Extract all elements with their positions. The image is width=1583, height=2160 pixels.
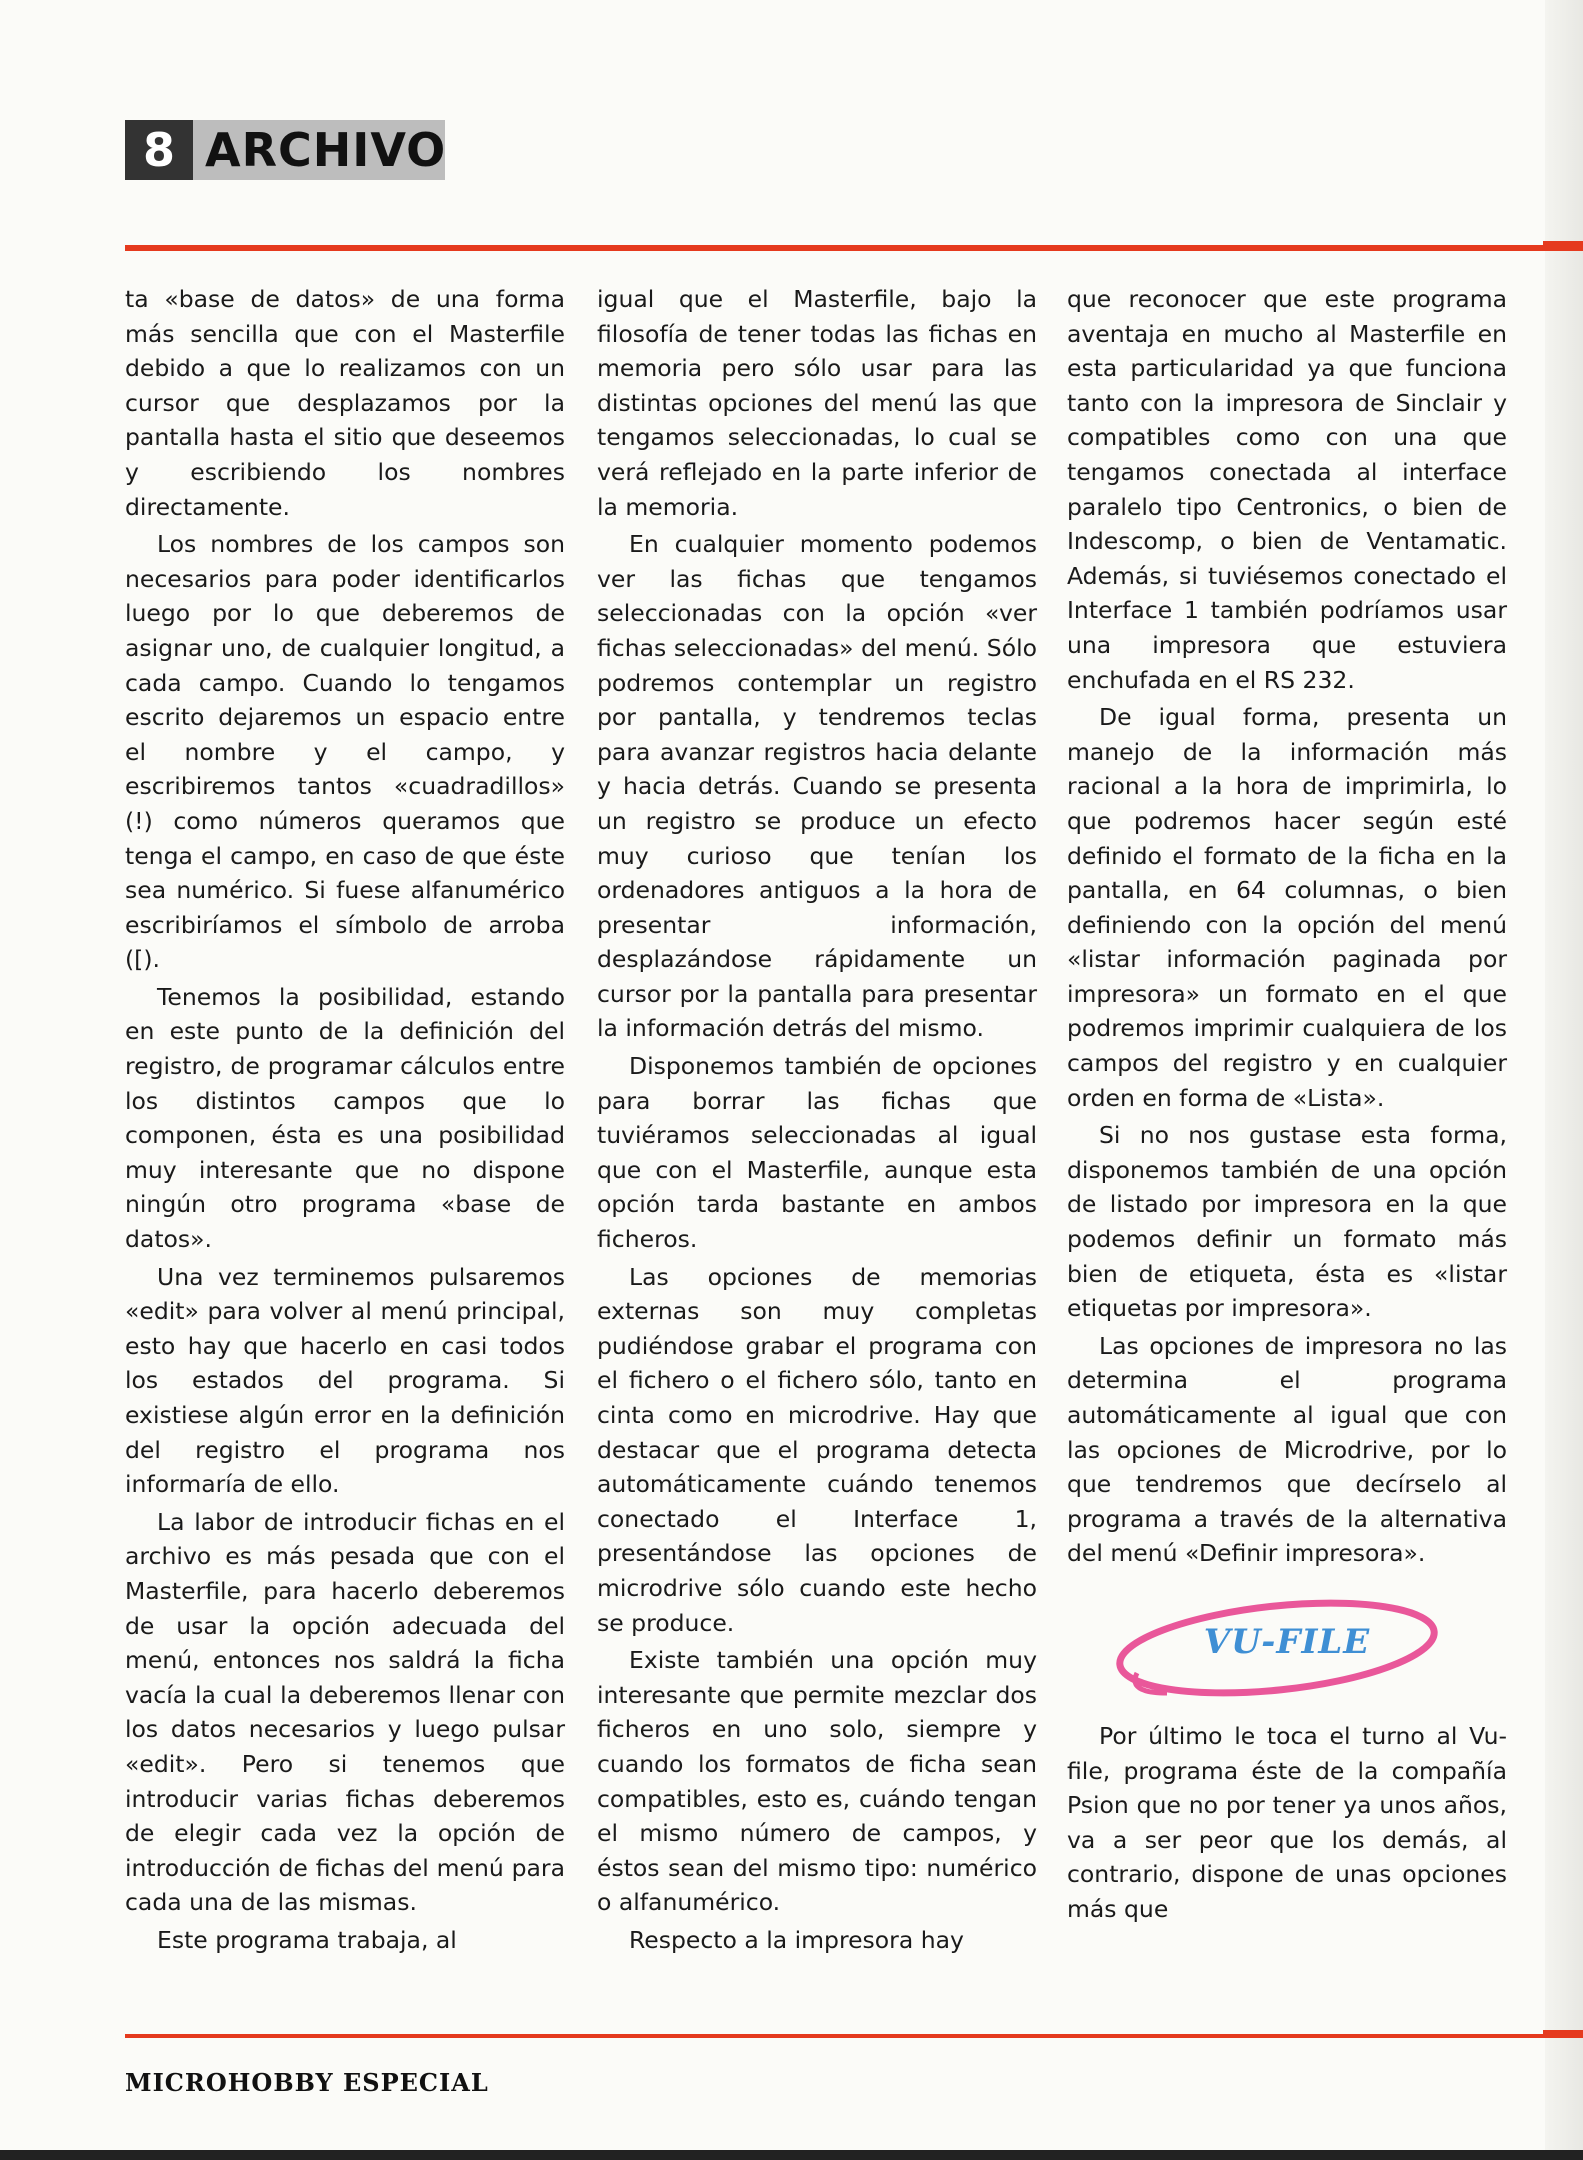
- section-number: 8: [125, 120, 193, 180]
- paragraph: Tenemos la posibilidad, estando en este punto de la definición del registro, de programar cálculos entre los distintos campos que lo componen, ésta es una posibilidad muy interesante que no dispone ningún otro programa «base de datos».: [125, 982, 565, 1254]
- top-rule: [125, 245, 1543, 251]
- section-header: [125, 120, 445, 180]
- bottom-rule-edge: [1543, 2030, 1583, 2038]
- paragraph: De igual forma, presenta un manejo de la información más racional a la hora de imprimirla, lo que podremos hacer según esté definido el formato de la ficha en la pantalla, en 64 columnas, o bien definiendo con la opción del menú «listar información paginada por impresora» un formato en el que podremos imprimir cualquiera de los campos del registro y en cualquier orden en forma de «Lista».: [1067, 703, 1507, 1112]
- footer-magazine-name: MICROHOBBY ESPECIAL: [125, 2068, 489, 2097]
- bottom-rule: [125, 2034, 1543, 2038]
- vu-file-callout: [1067, 1593, 1507, 1705]
- paragraph: Si no nos gustase esta forma, disponemos también de una opción de listado por impresora en la que podemos definir un formato más bien de etiqueta, ésta es «listar etiquetas por impresora».: [1067, 1121, 1507, 1323]
- paragraph: Respecto a la impresora hay: [629, 1925, 964, 1954]
- top-rule-edge: [1543, 241, 1583, 251]
- column-1: [125, 282, 565, 1961]
- paragraph: Por último le toca el turno al Vu-file, programa éste de la compañía Psion que no por tener ya unos años, va a ser peor que los demás, al contrario, dispone de unas opciones más que: [1067, 1721, 1507, 1923]
- paragraph: Disponemos también de opciones para borrar las fichas que tuviéramos seleccionadas al igual que con el Masterfile, aunque esta opción tarda bastante en ambos ficheros.: [597, 1052, 1037, 1254]
- paragraph: Este programa trabaja, al: [157, 1925, 457, 1954]
- paragraph: Existe también una opción muy interesante que permite mezclar dos ficheros en uno solo, siempre y cuando los formatos de ficha sean compatibles, esto es, cuándo tengan el mismo número de campos, y éstos sean del mismo tipo: numérico o alfanumérico.: [597, 1646, 1037, 1917]
- paragraph: En cualquier momento podemos ver las fichas que tengamos seleccionadas con la opción «ver fichas seleccionadas» del menú. Sólo podremos contemplar un registro por pantalla, y tendremos teclas para avanzar registros hacia delante y hacia detrás. Cuando se presenta un registro se produce un efecto muy curioso que tenían los ordenadores antiguos a la hora de presentar información, desplazándose rápidamente un cursor por la pantalla para presentar la información detrás del mismo.: [597, 530, 1037, 1043]
- column-2: [597, 282, 1037, 1961]
- paragraph: Una vez terminemos pulsaremos «edit» para volver al menú principal, esto hay que hacerlo en casi todos los estados del programa. Si existiese algún error en la definición del registro el programa nos informaría de ello.: [125, 1262, 565, 1499]
- page-edge: [1545, 0, 1583, 2160]
- paragraph: Las opciones de memorias externas son muy completas pudiéndose grabar el programa con el fichero o el fichero sólo, tanto en cinta como en microdrive. Hay que destacar que el programa detecta automáticamente cuándo tenemos conectado el Interface 1, presentándose las opciones de microdrive sólo cuando este hecho se produce.: [597, 1262, 1037, 1637]
- paragraph: La labor de introducir fichas en el archivo es más pesada que con el Masterfile, para hacerlo deberemos de usar la opción adecuada del menú, entonces nos saldrá la ficha vacía la cual la deberemos llenar con los datos necesarios y luego pulsar «edit». Pero si tenemos que introducir varias fichas deberemos de elegir cada vez la opción de introducción de fichas del menú para cada una de las mismas.: [125, 1507, 565, 1917]
- section-title: ARCHIVO: [193, 120, 445, 180]
- bottom-strip: [0, 2150, 1583, 2160]
- callout-title: VU-FILE: [1203, 1621, 1371, 1662]
- paragraph: igual que el Masterfile, bajo la filosofía de tener todas las fichas en memoria pero sólo usar para las distintas opciones del menú las que tengamos seleccionadas, lo cual se verá reflejado en la parte inferior de la memoria.: [597, 285, 1037, 521]
- paragraph: que reconocer que este programa aventaja en mucho al Masterfile en esta particularidad ya que funciona tanto con la impresora de Sinclair y compatibles como con una que tengamos conectada al interface paralelo tipo Centronics, o bien de Indescomp, o bien de Ventamatic. Además, si tuviésemos conectado el Interface 1 también podríamos usar una impresora que estuviera enchufada en el RS 232.: [1067, 285, 1507, 694]
- paragraph: Las opciones de impresora no las determina el programa automáticamente al igual que con las opciones de Microdrive, por lo que tendremos que decírselo al programa a través de la alternativa del menú «Definir impresora».: [1067, 1331, 1507, 1568]
- paragraph: Los nombres de los campos son necesarios para poder identificarlos luego por lo que deberemos de asignar uno, de cualquier longitud, a cada campo. Cuando lo tengamos escrito dejaremos un espacio entre el nombre y el campo, y escribiremos tantos «cuadradillos» (!) como números queramos que tenga el campo, en caso de que éste sea numérico. Si fuese alfanumérico escribiríamos el símbolo de arroba ([).: [125, 530, 565, 974]
- column-3: [1067, 282, 1507, 1930]
- paragraph: ta «base de datos» de una forma más sencilla que con el Masterfile debido a que lo realizamos con un cursor que desplazamos por la pantalla hasta el sitio que deseemos y escribiendo los nombres directamente.: [125, 285, 565, 521]
